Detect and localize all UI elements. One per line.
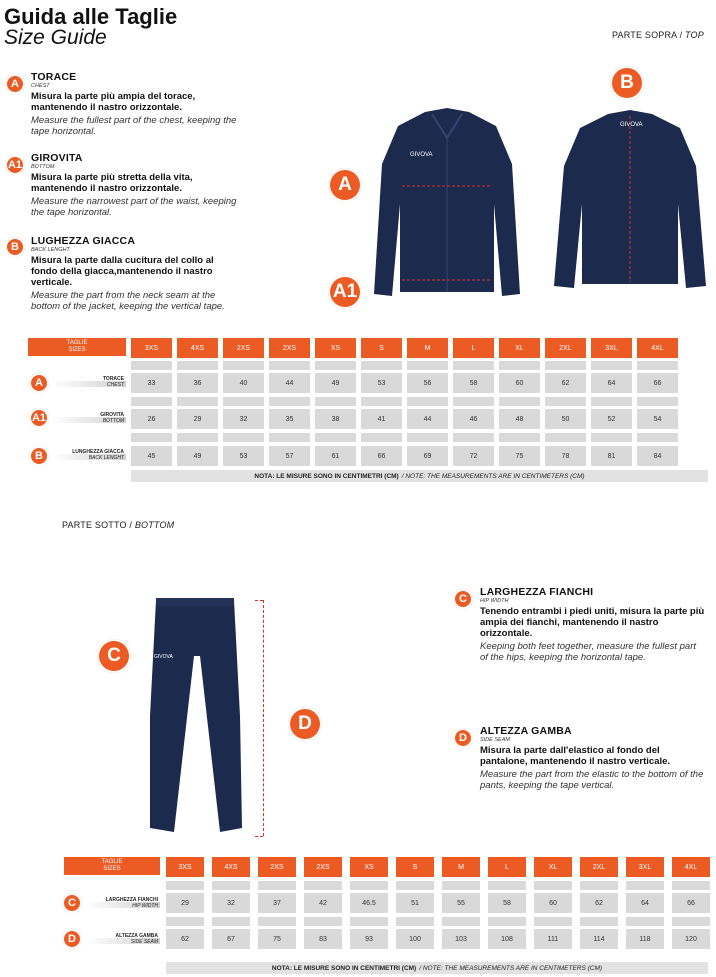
table-cell: 32 — [223, 409, 264, 429]
bottom-table-header: TAGLIE SIZES — [64, 857, 160, 875]
spacer-cell — [350, 917, 388, 926]
size-header-row — [131, 338, 683, 358]
spacer-cell — [258, 881, 296, 890]
badge-a: A — [5, 74, 25, 94]
spacer-cell — [269, 397, 310, 406]
spacer-cell — [361, 361, 402, 370]
size-header-cell: 3XS — [166, 857, 204, 877]
spacer-cell — [626, 917, 664, 926]
table-cell: 66 — [672, 893, 710, 913]
size-header-cell: 3XL — [591, 338, 632, 358]
spacer-cell — [131, 433, 172, 442]
measure-waist: GIROVITA BOTTOM Misura la parte più stretta della vita, mantenendo il nastro orizzontale. Measure the narrowest part of the waist, keeping the tape horizontal. — [31, 152, 237, 218]
size-header-cell: 2XL — [545, 338, 586, 358]
measure-chest: TORACE CHEST Misura la parte più ampia del torace, mantenendo il nastro orizzontale. Measure the fullest part of the chest, keeping the tape horizontal. — [31, 71, 237, 137]
spacer-cell — [407, 361, 448, 370]
size-header-cell: 2XS — [269, 338, 310, 358]
row-label-hip-width: LARGHEZZA FIANCHI HIP WIDTH — [105, 897, 158, 909]
table-cell: 75 — [499, 446, 540, 466]
table-cell: 83 — [304, 929, 342, 949]
size-header-cell: 3XS — [131, 338, 172, 358]
page-subtitle: Size Guide — [4, 26, 107, 49]
table-cell: 37 — [258, 893, 296, 913]
table-row — [131, 373, 683, 393]
size-header-cell: XL — [534, 857, 572, 877]
table-badge-a1: A1 — [29, 408, 49, 428]
spacer-cell — [350, 881, 388, 890]
table-cell: 100 — [396, 929, 434, 949]
size-header-cell: S — [361, 338, 402, 358]
page-title: Guida alle Taglie — [4, 4, 178, 29]
table-cell: 50 — [545, 409, 586, 429]
spacer-cell — [407, 433, 448, 442]
table-cell: 52 — [591, 409, 632, 429]
spacer-cell — [269, 433, 310, 442]
spacer-row — [131, 361, 683, 370]
badge-a1: A1 — [5, 155, 25, 175]
size-header-cell: 2XS — [304, 857, 342, 877]
table-cell: 54 — [637, 409, 678, 429]
row-label-side-seam: ALTEZZA GAMBA SIDE SEAM — [115, 933, 158, 945]
table-cell: 29 — [166, 893, 204, 913]
top-table-header: TAGLIE SIZES — [28, 338, 126, 356]
table-cell: 53 — [223, 446, 264, 466]
table-badge-d: D — [62, 929, 82, 949]
table-row — [131, 446, 683, 466]
front-brand-logo: GIVOVA — [410, 152, 433, 158]
table-cell: 29 — [177, 409, 218, 429]
size-header-cell: 4XS — [212, 857, 250, 877]
spacer-cell — [223, 397, 264, 406]
spacer-cell — [177, 361, 218, 370]
spacer-cell — [488, 881, 526, 890]
spacer-cell — [591, 361, 632, 370]
leg-measure-tick — [255, 836, 263, 837]
bottom-section-label: PARTE SOTTO / BOTTOM — [62, 520, 175, 530]
table-badge-b: B — [29, 446, 49, 466]
spacer-cell — [499, 397, 540, 406]
size-header-cell: L — [453, 338, 494, 358]
spacer-cell — [223, 361, 264, 370]
spacer-cell — [315, 397, 356, 406]
table-cell: 61 — [315, 446, 356, 466]
spacer-cell — [591, 397, 632, 406]
spacer-cell — [545, 433, 586, 442]
table-cell: 44 — [269, 373, 310, 393]
table-cell: 46.5 — [350, 893, 388, 913]
spacer-cell — [534, 881, 572, 890]
table-cell: 35 — [269, 409, 310, 429]
spacer-cell — [177, 433, 218, 442]
spacer-cell — [131, 397, 172, 406]
measure-hip-width: LARGHEZZA FIANCHI HIP WIDTH Tenendo entrambi i piedi uniti, misura la parte più ampia dei fianchi, mantenendo il nastro orizzontale. Keeping both feet together, measure the fullest part of the hips, keeping the horizontal tape. — [480, 586, 705, 663]
table-cell: 93 — [350, 929, 388, 949]
table-cell: 60 — [534, 893, 572, 913]
measure-side-seam: ALTEZZA GAMBA SIDE SEAM Misura la parte dall'elastico al fondo del pantalone, mantenendo il nastro verticale. Measure the part from the elastic to the bottom of the pants, keeping the tape vertical. — [480, 725, 704, 791]
size-header-cell: L — [488, 857, 526, 877]
size-header-cell: 2XS — [223, 338, 264, 358]
measure-back-length: LUGHEZZA GIACCA BACK LENGHT Misura la parte dalla cucitura del collo al fondo della giacca,mantenendo il nastro verticale. Measure the part from the neck seam at the bottom of the jacket, keeping the vertical tape. — [31, 235, 225, 312]
spacer-cell — [499, 361, 540, 370]
spacer-cell — [396, 917, 434, 926]
spacer-cell — [545, 361, 586, 370]
table-cell: 58 — [488, 893, 526, 913]
table-cell: 56 — [407, 373, 448, 393]
spacer-cell — [304, 917, 342, 926]
jacket-back-illustration — [550, 108, 710, 298]
table-cell: 51 — [396, 893, 434, 913]
table-cell: 84 — [637, 446, 678, 466]
table-cell: 111 — [534, 929, 572, 949]
table-cell: 66 — [361, 446, 402, 466]
spacer-row — [166, 917, 716, 926]
table-cell: 55 — [442, 893, 480, 913]
table-cell: 62 — [545, 373, 586, 393]
size-header-row — [166, 857, 716, 877]
leg-measure-tick — [255, 600, 263, 601]
table-row — [166, 929, 716, 949]
size-header-cell: S — [396, 857, 434, 877]
top-section-label: PARTE SOPRA / TOP — [612, 30, 704, 40]
table-cell: 44 — [407, 409, 448, 429]
size-header-cell: 2XL — [580, 857, 618, 877]
top-size-table — [131, 338, 716, 468]
back-brand-logo: GIVOVA — [620, 122, 643, 128]
badge-d: D — [453, 728, 473, 748]
table-cell: 62 — [166, 929, 204, 949]
spacer-cell — [442, 881, 480, 890]
table-cell: 78 — [545, 446, 586, 466]
table-cell: 114 — [580, 929, 618, 949]
spacer-cell — [407, 397, 448, 406]
spacer-cell — [361, 433, 402, 442]
table-cell: 81 — [591, 446, 632, 466]
table-cell: 36 — [177, 373, 218, 393]
spacer-cell — [361, 397, 402, 406]
table-cell: 60 — [499, 373, 540, 393]
spacer-cell — [166, 881, 204, 890]
table-cell: 53 — [361, 373, 402, 393]
table-cell: 75 — [258, 929, 296, 949]
spacer-cell — [637, 361, 678, 370]
size-header-cell: 4XL — [637, 338, 678, 358]
table-cell: 48 — [499, 409, 540, 429]
bottom-table-note: NOTA: LE MISURE SONO IN CENTIMETRI (CM) / NOTE: THE MEASUREMENTS ARE IN CENTIMETERS (CM) — [166, 962, 708, 974]
table-row — [131, 409, 683, 429]
spacer-row — [166, 881, 716, 890]
badge-b: B — [5, 237, 25, 257]
table-badge-a: A — [29, 373, 49, 393]
table-cell: 32 — [212, 893, 250, 913]
badge-a1-front: A1 — [328, 275, 362, 309]
spacer-cell — [488, 917, 526, 926]
spacer-cell — [580, 917, 618, 926]
top-table-note: NOTA: LE MISURE SONO IN CENTIMETRI (CM) / NOTE: THE MEASUREMENTS ARE IN CENTIMETERS (CM) — [131, 470, 708, 482]
table-cell: 69 — [407, 446, 448, 466]
spacer-cell — [396, 881, 434, 890]
table-cell: 64 — [626, 893, 664, 913]
badge-d-pants: D — [288, 707, 322, 741]
bottom-size-table — [166, 857, 716, 957]
jacket-front-illustration — [370, 104, 525, 304]
table-cell: 72 — [453, 446, 494, 466]
badge-a-front: A — [328, 168, 362, 202]
spacer-cell — [637, 397, 678, 406]
spacer-cell — [453, 361, 494, 370]
spacer-cell — [442, 917, 480, 926]
spacer-cell — [534, 917, 572, 926]
size-header-cell: XS — [315, 338, 356, 358]
spacer-cell — [672, 881, 710, 890]
table-cell: 49 — [177, 446, 218, 466]
row-label-back-length: LUNGHEZZA GIACCA BACK LENGHT — [72, 449, 124, 461]
spacer-cell — [223, 433, 264, 442]
spacer-cell — [166, 917, 204, 926]
table-cell: 118 — [626, 929, 664, 949]
spacer-cell — [212, 917, 250, 926]
size-header-cell: M — [442, 857, 480, 877]
spacer-cell — [304, 881, 342, 890]
spacer-cell — [315, 433, 356, 442]
table-cell: 46 — [453, 409, 494, 429]
row-label-chest: TORACE CHEST — [102, 376, 124, 388]
table-cell: 58 — [453, 373, 494, 393]
size-header-cell: XL — [499, 338, 540, 358]
table-cell: 62 — [580, 893, 618, 913]
size-header-cell: 4XL — [672, 857, 710, 877]
table-cell: 66 — [637, 373, 678, 393]
table-cell: 41 — [361, 409, 402, 429]
table-cell: 49 — [315, 373, 356, 393]
table-cell: 120 — [672, 929, 710, 949]
table-row — [166, 893, 716, 913]
size-header-cell: XS — [350, 857, 388, 877]
spacer-cell — [315, 361, 356, 370]
table-cell: 57 — [269, 446, 310, 466]
spacer-cell — [269, 361, 310, 370]
badge-c: C — [453, 589, 473, 609]
spacer-cell — [453, 433, 494, 442]
table-cell: 33 — [131, 373, 172, 393]
spacer-cell — [212, 881, 250, 890]
spacer-cell — [591, 433, 632, 442]
size-header-cell: 2XS — [258, 857, 296, 877]
table-cell: 38 — [315, 409, 356, 429]
row-label-waist: GIROVITA BOTTOM — [100, 412, 124, 424]
table-cell: 40 — [223, 373, 264, 393]
spacer-cell — [177, 397, 218, 406]
size-header-cell: M — [407, 338, 448, 358]
spacer-cell — [672, 917, 710, 926]
spacer-cell — [626, 881, 664, 890]
table-cell: 67 — [212, 929, 250, 949]
spacer-cell — [258, 917, 296, 926]
spacer-cell — [499, 433, 540, 442]
spacer-cell — [637, 433, 678, 442]
table-badge-c: C — [62, 893, 82, 913]
pants-brand-logo: GIVOVA — [154, 654, 173, 660]
pants-illustration — [140, 596, 250, 838]
spacer-row — [131, 433, 683, 442]
table-cell: 103 — [442, 929, 480, 949]
spacer-cell — [580, 881, 618, 890]
size-header-cell: 3XL — [626, 857, 664, 877]
size-header-cell: 4XS — [177, 338, 218, 358]
leg-measure-line — [263, 600, 264, 836]
spacer-cell — [545, 397, 586, 406]
spacer-cell — [453, 397, 494, 406]
table-cell: 64 — [591, 373, 632, 393]
spacer-cell — [131, 361, 172, 370]
table-cell: 26 — [131, 409, 172, 429]
table-cell: 42 — [304, 893, 342, 913]
badge-b-back: B — [610, 66, 644, 100]
badge-c-pants: C — [97, 639, 131, 673]
table-cell: 45 — [131, 446, 172, 466]
spacer-row — [131, 397, 683, 406]
table-cell: 108 — [488, 929, 526, 949]
